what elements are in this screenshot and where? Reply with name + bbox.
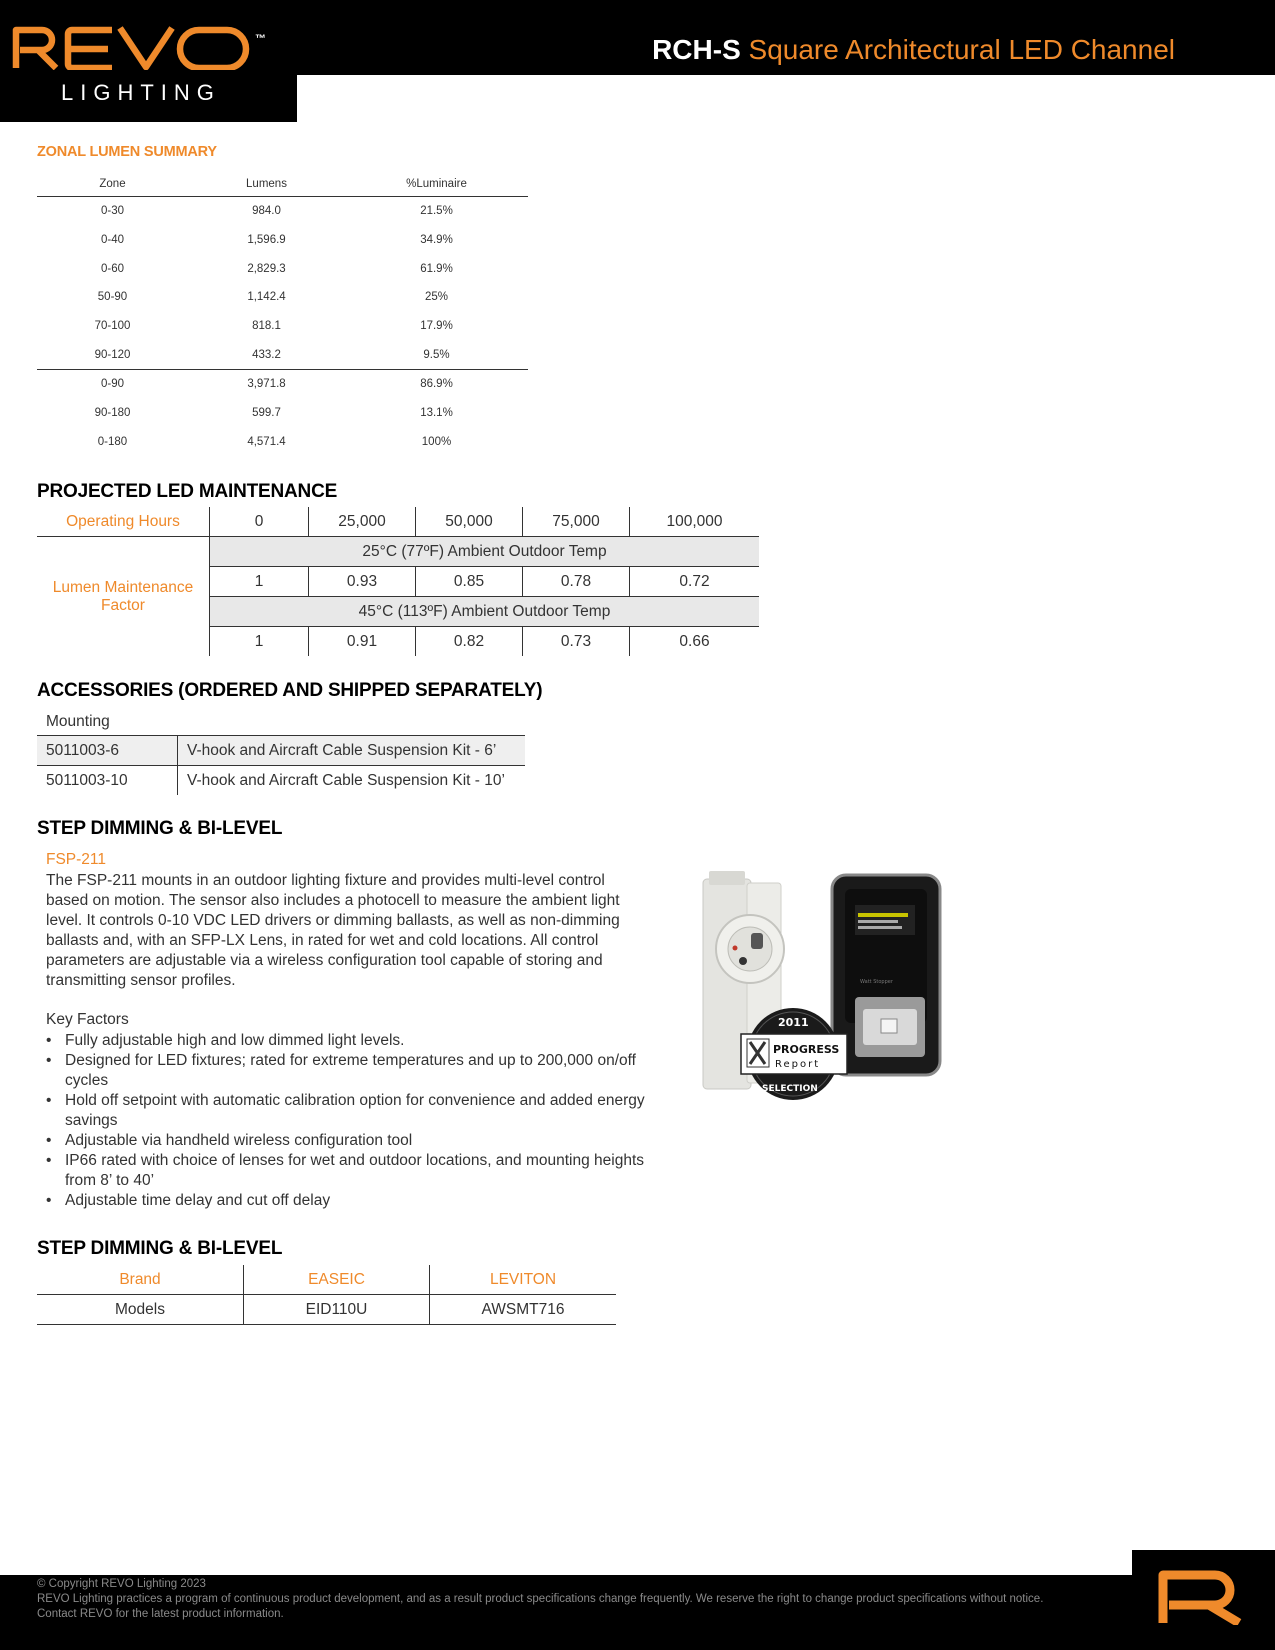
factor-cell: 0.66 xyxy=(679,632,710,650)
copyright-text: © Copyright REVO Lighting 2023 xyxy=(37,1578,206,1590)
percent-cell: 21.5% xyxy=(420,205,453,218)
temp-band-25c: 25°C (77ºF) Ambient Outdoor Temp xyxy=(210,537,760,567)
table-row xyxy=(37,428,528,457)
bullet: • xyxy=(46,1092,52,1109)
zone-cell: 0-90 xyxy=(37,370,188,399)
table-row xyxy=(37,226,528,255)
zone-cell: 0-60 xyxy=(100,262,125,275)
column-header: Lumens xyxy=(188,171,345,197)
lumens-cell: 2,829.3 xyxy=(247,262,286,275)
temp-band-row xyxy=(37,537,759,567)
accessories-table xyxy=(37,735,525,795)
brand-models-table xyxy=(37,1265,616,1325)
table-row xyxy=(37,399,528,428)
temp-band-45c: 45°C (113ºF) Ambient Outdoor Temp xyxy=(210,597,760,627)
legal-notice: REVO Lighting practices a program of continuous product development, and as a result product specifications change frequently. We reserve the right to change product specifications without notice. Contact REVO for the latest product information. xyxy=(37,1593,1044,1620)
list-item xyxy=(46,1031,646,1051)
bullet: • xyxy=(46,1152,52,1169)
percent-cell: 100% xyxy=(421,435,452,448)
lumens-cell: 1,142.4 xyxy=(247,291,286,304)
remote-brand-text: Watt Stopper xyxy=(860,979,893,985)
model-cell: EID110U xyxy=(244,1295,430,1325)
factor-cell: 1 xyxy=(210,627,309,657)
badge-year: 2011 xyxy=(778,1016,809,1029)
zone-cell: 90-180 xyxy=(94,407,131,420)
zone-cell: 70-100 xyxy=(94,320,131,333)
wireless-configuration-remote xyxy=(832,875,940,1075)
table-row xyxy=(37,254,528,283)
part-description: V-hook and Aircraft Cable Suspension Kit - 10’ xyxy=(187,771,505,789)
zone-cell: 90-120 xyxy=(94,348,131,361)
factor-cell: 0.82 xyxy=(416,627,523,657)
factor-cell: 1 xyxy=(210,567,309,597)
zonal-lumen-table xyxy=(37,171,528,456)
page-title xyxy=(652,34,1175,66)
list-item-text: Adjustable time delay and cut off delay xyxy=(65,1192,331,1209)
table-row xyxy=(37,197,528,226)
product-photo xyxy=(695,869,945,1114)
column-header: Zone xyxy=(37,171,188,197)
row-label: Models xyxy=(37,1295,244,1325)
lumens-cell: 1,596.9 xyxy=(247,234,286,247)
percent-cell: 86.9% xyxy=(345,370,528,399)
zone-cell: 0-40 xyxy=(100,234,125,247)
logo xyxy=(0,0,297,122)
list-item-text: IP66 rated with choice of lenses for wet and outdoor locations, and mounting heights from 8’ to 40’ xyxy=(65,1152,645,1189)
percent-cell: 9.5% xyxy=(423,348,450,361)
factor-cell: 0.93 xyxy=(309,567,416,597)
part-description: V-hook and Aircraft Cable Suspension Kit - 6’ xyxy=(178,736,526,766)
list-item-text: Hold off setpoint with automatic calibration option for convenience and added energy savings xyxy=(65,1092,645,1129)
footer-legal xyxy=(37,1577,1047,1622)
table-row xyxy=(37,312,528,341)
hours-cell: 0 xyxy=(210,507,309,537)
badge-title: PROGRESS xyxy=(773,1043,840,1056)
column-header: LEVITON xyxy=(430,1265,617,1295)
lumens-cell: 3,971.8 xyxy=(188,370,345,399)
percent-cell: 61.9% xyxy=(420,262,453,275)
logo-subtitle: LIGHTING xyxy=(61,80,221,105)
revo-r-logo-icon xyxy=(1157,1569,1249,1625)
zone-cell: 50-90 xyxy=(97,291,128,304)
trademark-symbol: ™ xyxy=(255,33,266,45)
part-number: 5011003-6 xyxy=(37,736,178,766)
factor-cell: 0.72 xyxy=(630,567,760,597)
list-item-text: Fully adjustable high and low dimmed light levels. xyxy=(65,1032,405,1049)
table-row xyxy=(37,766,525,796)
maintenance-heading: PROJECTED LED MAINTENANCE xyxy=(37,481,338,502)
zone-cell: 0-180 xyxy=(97,435,128,448)
operating-hours-row xyxy=(37,507,759,537)
sensor-description: The FSP-211 mounts in an outdoor lighting fixture and provides multi-level control based on motion. The sensor also includes a photocell to measure the ambient light level. It controls 0-10 VDC LED drivers or dimming ballasts, as well as non-dimming ballasts and, with an SFP-LX Lens, in rated for wet and cold locations. All control parameters are adjustable via a wireless configuration tool capable of storing and transmitting sensor profiles. xyxy=(46,872,620,989)
bullet: • xyxy=(46,1132,52,1149)
percent-cell: 25% xyxy=(424,291,449,304)
table-header-row xyxy=(37,1265,616,1295)
list-item xyxy=(46,1051,646,1091)
table-header-row xyxy=(37,171,528,197)
operating-hours-label: Operating Hours xyxy=(37,507,210,537)
lumens-cell: 984.0 xyxy=(252,205,281,218)
hours-cell: 50,000 xyxy=(416,507,523,537)
lumen-maintenance-label: Lumen Maintenance Factor xyxy=(37,537,210,657)
column-header: %Luminaire xyxy=(345,171,528,197)
column-header: EASEIC xyxy=(244,1265,430,1295)
bullet: • xyxy=(46,1192,52,1209)
lumens-cell: 4,571.4 xyxy=(247,435,286,448)
list-item xyxy=(46,1091,646,1131)
list-item-text: Adjustable via handheld wireless configuration tool xyxy=(65,1132,413,1149)
table-row xyxy=(37,283,528,312)
list-item xyxy=(46,1191,646,1211)
lumens-cell: 599.7 xyxy=(252,407,281,420)
lumens-cell: 433.2 xyxy=(252,348,281,361)
revo-logo-wordmark xyxy=(12,24,252,70)
hours-cell: 75,000 xyxy=(523,507,630,537)
step-dimming-brands-heading: STEP DIMMING & BI-LEVEL xyxy=(37,1238,283,1259)
key-factors-label: Key Factors xyxy=(46,1011,129,1028)
mounting-label: Mounting xyxy=(46,713,110,730)
lumens-cell: 818.1 xyxy=(252,320,281,333)
factor-cell: 0.85 xyxy=(416,567,523,597)
led-maintenance-table xyxy=(37,507,759,656)
model-cell: AWSMT716 xyxy=(430,1295,617,1325)
sensor-model-label: FSP-211 xyxy=(46,851,107,868)
percent-cell: 17.9% xyxy=(420,320,453,333)
step-dimming-heading: STEP DIMMING & BI-LEVEL xyxy=(37,818,283,839)
table-row xyxy=(37,340,528,369)
part-number: 5011003-10 xyxy=(37,766,178,796)
list-item xyxy=(46,1131,646,1151)
table-row xyxy=(37,370,528,399)
badge-subtitle: Report xyxy=(775,1059,821,1070)
key-factors-list xyxy=(46,1031,646,1211)
hours-cell: 25,000 xyxy=(309,507,416,537)
factor-cell: 0.91 xyxy=(309,627,416,657)
bullet: • xyxy=(46,1052,52,1069)
accessories-heading: ACCESSORIES (ORDERED AND SHIPPED SEPARATELY) xyxy=(37,680,543,701)
list-item-text: Designed for LED fixtures; rated for extreme temperatures and up to 200,000 on/off cycles xyxy=(65,1052,636,1089)
factor-cell: 0.78 xyxy=(523,567,630,597)
table-row xyxy=(37,736,525,766)
column-header: Brand xyxy=(37,1265,244,1295)
zone-cell: 0-30 xyxy=(100,205,125,218)
hours-cell: 100,000 xyxy=(630,507,760,537)
table-row xyxy=(37,1295,616,1325)
bullet: • xyxy=(46,1032,52,1049)
product-name: Square Architectural LED Channel xyxy=(748,34,1175,65)
badge-bottom-text: SELECTION xyxy=(762,1084,818,1094)
percent-cell: 13.1% xyxy=(420,407,453,420)
percent-cell: 34.9% xyxy=(420,234,453,247)
list-item xyxy=(46,1151,646,1191)
product-code: RCH-S xyxy=(652,34,741,65)
zonal-lumen-heading: ZONAL LUMEN SUMMARY xyxy=(37,144,217,160)
factor-cell: 0.73 xyxy=(523,627,630,657)
